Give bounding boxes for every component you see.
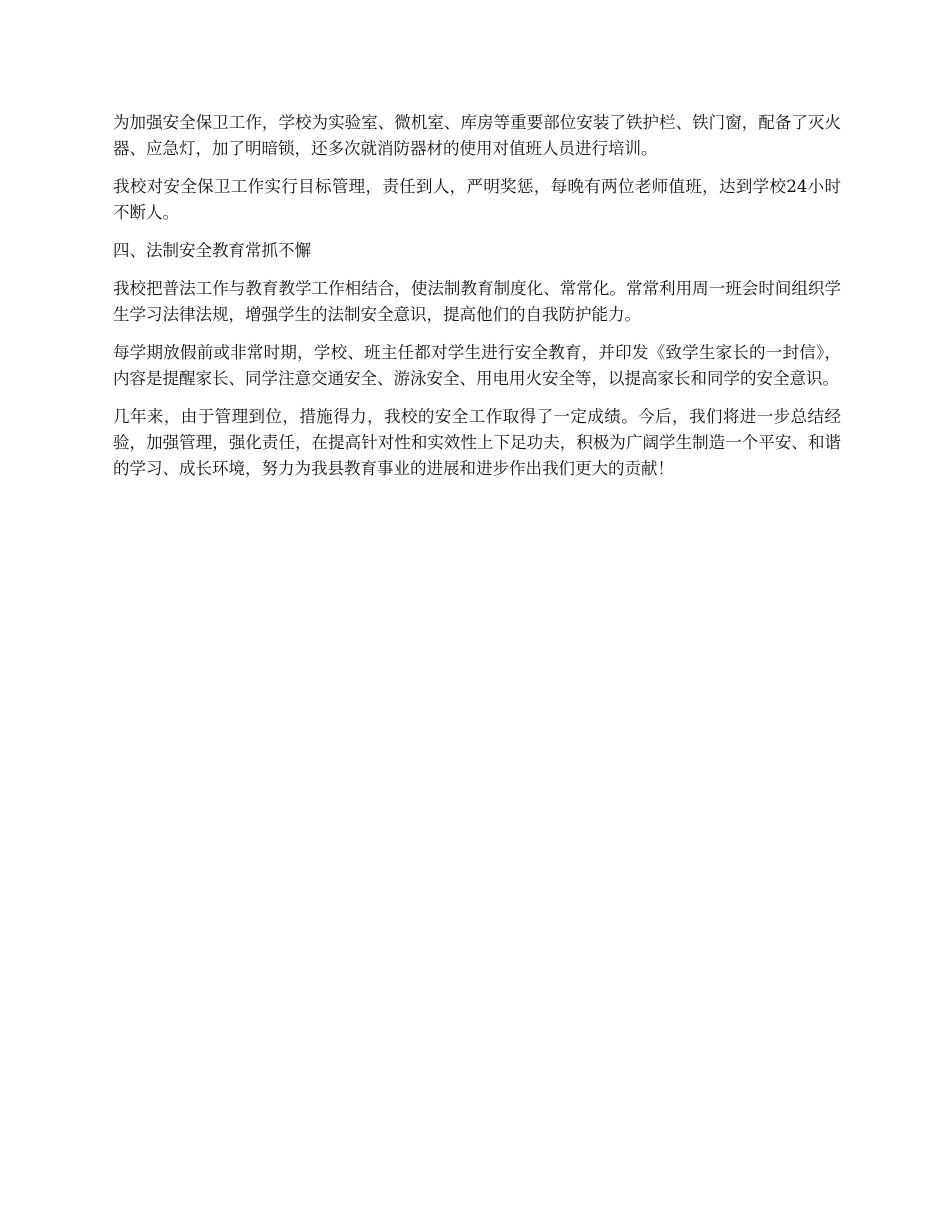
paragraph-holiday-safety: 每学期放假前或非常时期，学校、班主任都对学生进行安全教育，并印发《致学生家长的一封信》，内容是提醒家长、同学注意交通安全、游泳安全、用电用火安全等，以提高家长和同学的安全意识。 <box>113 343 841 388</box>
paragraph-legal-education: 我校把普法工作与教育教学工作相结合，使法制教育制度化、常常化。常常利用周一班会时间组织学生学习法律法规，增强学生的法制安全意识，提高他们的自我防护能力。 <box>113 279 841 324</box>
paragraph-security-facilities: 为加强安全保卫工作，学校为实验室、微机室、库房等重要部位安装了铁护栏、铁门窗，配备了灭火器、应急灯，加了明暗锁，还多次就消防器材的使用对值班人员进行培训。 <box>113 113 841 158</box>
paragraph-conclusion: 几年来，由于管理到位，措施得力，我校的安全工作取得了一定成绩。今后，我们将进一步总结经验，加强管理，强化责任，在提高针对性和实效性上下足功夫，积极为广阔学生制造一个平安、和谐的学习、成长环境，努力为我县教育事业的进展和进步作出我们更大的贡献！ <box>113 407 841 478</box>
document-body <box>113 110 841 494</box>
section-heading: 四、法制安全教育常抓不懈 <box>113 241 311 260</box>
paragraph-target-management: 我校对安全保卫工作实行目标管理，责任到人，严明奖惩，每晚有两位老师值班，达到学校24小时不断人。 <box>113 177 841 222</box>
